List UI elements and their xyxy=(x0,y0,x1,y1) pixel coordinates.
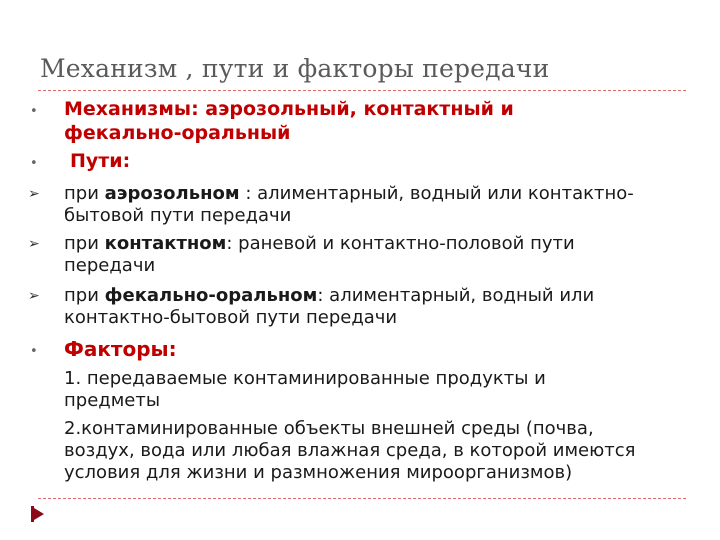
mechanisms-line-1 xyxy=(64,98,514,120)
path-prefix: при xyxy=(64,233,105,254)
bullet-marker: • xyxy=(30,156,38,171)
path-item-fecal-line-2: контактно-бытовой пути передачи xyxy=(64,307,398,328)
path-item-contact-line-1 xyxy=(64,233,575,254)
arrow-bullet-icon: ➢ xyxy=(28,186,40,202)
factor-item-1-line-1: 1. передаваемые контаминированные продукты и xyxy=(64,368,546,389)
mechanisms-line-2: фекально-оральный xyxy=(64,122,291,144)
slide-title: Механизм , пути и факторы передачи xyxy=(40,54,550,83)
path-item-contact-line-2: передачи xyxy=(64,255,156,276)
mechanisms-label: Механизмы: xyxy=(64,98,199,120)
path-rest: : алиментарный, водный или xyxy=(317,285,595,306)
mechanisms-text: аэрозольный, контактный и xyxy=(198,98,514,120)
path-item-aerosol-line-2: бытовой пути передачи xyxy=(64,205,292,226)
path-prefix: при xyxy=(64,285,105,306)
path-item-fecal-line-1 xyxy=(64,285,594,306)
bullet-marker: • xyxy=(30,104,38,119)
path-keyword: аэрозольном xyxy=(104,183,240,204)
arrow-bullet-icon: ➢ xyxy=(28,288,40,304)
title-divider xyxy=(38,90,686,91)
arrow-bullet-icon: ➢ xyxy=(28,236,40,252)
factors-label: Факторы: xyxy=(64,337,177,361)
path-keyword: фекально-оральном xyxy=(104,285,318,306)
factor-item-1-line-2: предметы xyxy=(64,390,161,411)
path-rest: : раневой и контактно-половой пути xyxy=(226,233,575,254)
path-prefix: при xyxy=(64,183,105,204)
factor-item-2-line-1: 2.контаминированные объекты внешней среды (почва, xyxy=(64,418,594,439)
paths-label: Пути: xyxy=(70,150,131,172)
bullet-marker: • xyxy=(30,344,38,359)
factor-item-2-line-2: воздух, вода или любая влажная среда, в которой имеются xyxy=(64,440,636,461)
play-triangle-icon xyxy=(34,508,44,520)
path-rest: : алиментарный, водный или контактно- xyxy=(239,183,634,204)
footer-divider xyxy=(38,498,686,499)
path-item-aerosol-line-1 xyxy=(64,183,634,204)
factor-item-2-line-3: условия для жизни и размножения мироорганизмов) xyxy=(64,462,573,483)
path-keyword: контактном xyxy=(104,233,227,254)
